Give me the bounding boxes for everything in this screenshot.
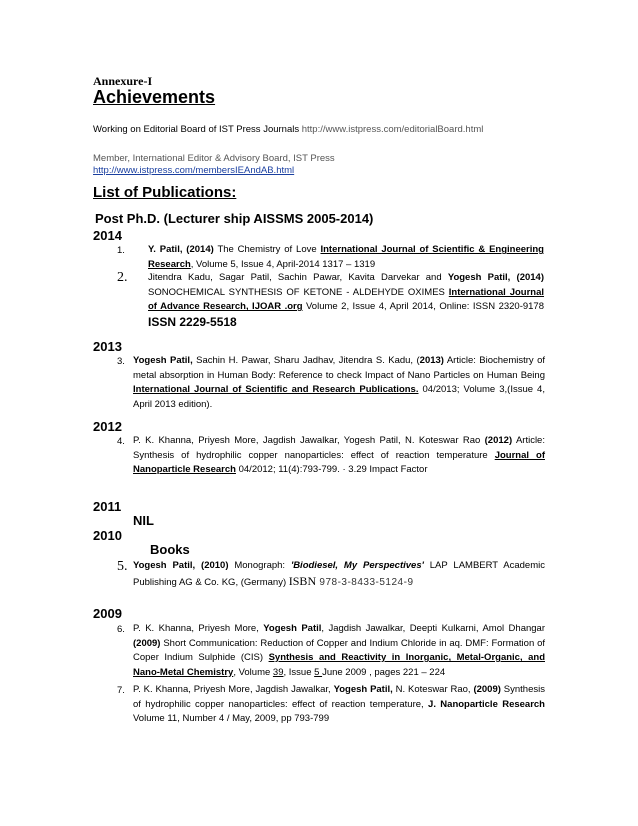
member-url-link[interactable]: http://www.istpress.com/membersIEAndAB.html [93, 165, 295, 176]
editorial-board-line [93, 124, 573, 136]
entry-title: Article: Biochemistry of metal absorption in Human Body: Reference to check Impact of Nano Particles on Human Being [133, 355, 545, 381]
publication-entry-2 [148, 271, 544, 331]
books-label: Books [150, 542, 190, 557]
entry-authors-cont: , Jagdish Jawalkar, Deepti Kulkarni, Amol Dhangar [321, 623, 545, 634]
editorial-board-url[interactable]: http://www.istpress.com/editorialBoard.html [301, 124, 484, 135]
entry-title: Short Communication: Reduction of Copper and Indium Chloride in aq. DMF: Formation of Coper Indium Sulphide (CIS) [133, 637, 545, 663]
entry-title: 'Biodiesel, My Perspectives' [290, 560, 424, 571]
annexure-label: Annexure-I [93, 74, 153, 88]
entry-author: Yogesh Patil, (2010) [133, 560, 229, 571]
entry-year: (2009) [133, 637, 161, 649]
entry-authors-cont: N. Koteswar Rao, [392, 684, 474, 695]
entry-journal: International Journal of Advance Research, IJOAR .org [148, 286, 545, 312]
entry-authors: Jitendra Kadu, Sagar Patil, Sachin Pawar, Kavita Darvekar and [148, 272, 448, 283]
entry-details: Volume 2, Issue 4, April 2014, Online: ISSN 2320-9178 [302, 301, 544, 312]
entry-title: The Chemistry of Love [213, 244, 321, 255]
entry-author: Y. Patil, (2014) [148, 244, 214, 255]
entry-title: Synthesis of hydrophilic copper nanoparticles: effect of reaction temperature, [133, 684, 545, 710]
entry-year: 2013) [419, 355, 444, 366]
entry-issue: 5 [314, 666, 323, 678]
entry-authors: P. K. Khanna, Priyesh More, Jagdish Jawalkar, [133, 684, 334, 695]
entry-isbn-label: ISBN [288, 573, 317, 588]
entry-year: (2012) [484, 435, 513, 446]
entry-details: Volume 11, Number 4 / May, 2009, pp 793-799 [133, 713, 330, 724]
entry-details: June 2009 , pages 221 – 224 [322, 666, 446, 678]
entry-number: 4. [117, 436, 125, 447]
entry-author: Yogesh Patil, [133, 355, 193, 366]
entry-number: 1. [117, 245, 125, 256]
entry-isbn: 978-3-8433-5124-9 [316, 576, 414, 588]
entry-journal: International Journal of Scientific & Engineering Research [148, 244, 544, 270]
publication-entry-1 [148, 243, 544, 272]
publication-entry-6 [133, 622, 545, 680]
entry-authors: P. K. Khanna, Priyesh More, [133, 623, 264, 634]
entry-type: Monograph: [228, 560, 291, 571]
achievements-heading: Achievements [93, 87, 216, 107]
entry-publisher: LAP LAMBERT Academic Publishing AG & Co. KG, (Germany) [133, 560, 545, 588]
entry-number: 6. [117, 624, 125, 635]
publications-subtitle: Post Ph.D. (Lecturer ship AISSMS 2005-2014) [95, 211, 374, 226]
entry-title: Article: Synthesis of hydrophilic copper nanoparticles: effect of reaction temperature [133, 435, 545, 461]
entry-number: 7. [117, 685, 125, 696]
year-2012: 2012 [93, 419, 122, 434]
entry-volume: 39 [272, 666, 284, 678]
year-2013: 2013 [93, 339, 122, 354]
entry-journal: Journal of Nanoparticle Research [133, 449, 545, 475]
entry-year: (2009) [473, 684, 501, 695]
publications-heading: List of Publications: [93, 184, 237, 201]
entry-author: Yogesh Patil [263, 623, 322, 634]
entry-number: 5. [117, 559, 128, 574]
member-line: Member, International Editor & Advisory Board, IST Press [93, 153, 335, 164]
year-2010: 2010 [93, 528, 122, 543]
publication-entry-7 [133, 683, 545, 727]
editorial-board-text: Working on Editorial Board of IST Press Journals [93, 124, 302, 135]
entry-volume-label: , Volume [233, 666, 273, 678]
entry-number: 3. [117, 356, 125, 367]
publication-entry-5 [133, 559, 545, 590]
publication-entry-3 [133, 354, 545, 412]
entry-issue-label: , Issue [283, 666, 315, 678]
entry-title: SONOCHEMICAL SYNTHESIS OF KETONE - ALDEHYDE OXIMES [148, 286, 449, 298]
year-2011: 2011 [93, 499, 122, 514]
entry-author: Yogesh Patil, (2014) [447, 272, 544, 283]
entry-journal: J. Nanoparticle Research [428, 698, 545, 710]
year-2009: 2009 [93, 606, 122, 621]
entry-journal: International Journal of Scientific and Research Publications. [133, 384, 419, 395]
entry-journal: Synthesis and Reactivity in Inorganic, Metal-Organic, and Nano-Metal Chemistry [133, 652, 545, 678]
entry-number: 2. [117, 270, 128, 285]
entry-details: , Volume 5, Issue 4, April-2014 1317 – 1319 [190, 258, 376, 270]
entry-issn: ISSN 2229-5518 [148, 314, 237, 329]
publication-entry-4 [133, 434, 545, 478]
entry-author: Yogesh Patil, [333, 684, 393, 695]
entry-authors: P. K. Khanna, Priyesh More, Jagdish Jawalkar, Yogesh Patil, N. Koteswar Rao [133, 435, 485, 446]
entry-details: 04/2012; 11(4):793-799. · 3.29 Impact Factor [235, 464, 428, 475]
entry-authors: Sachin H. Pawar, Sharu Jadhav, Jitendra S. Kadu, ( [192, 355, 420, 366]
year-2014: 2014 [93, 228, 122, 243]
nil-label: NIL [133, 513, 154, 528]
entry-details: 04/2013; Volume 3,(Issue 4, April 2013 edition). [133, 384, 545, 410]
